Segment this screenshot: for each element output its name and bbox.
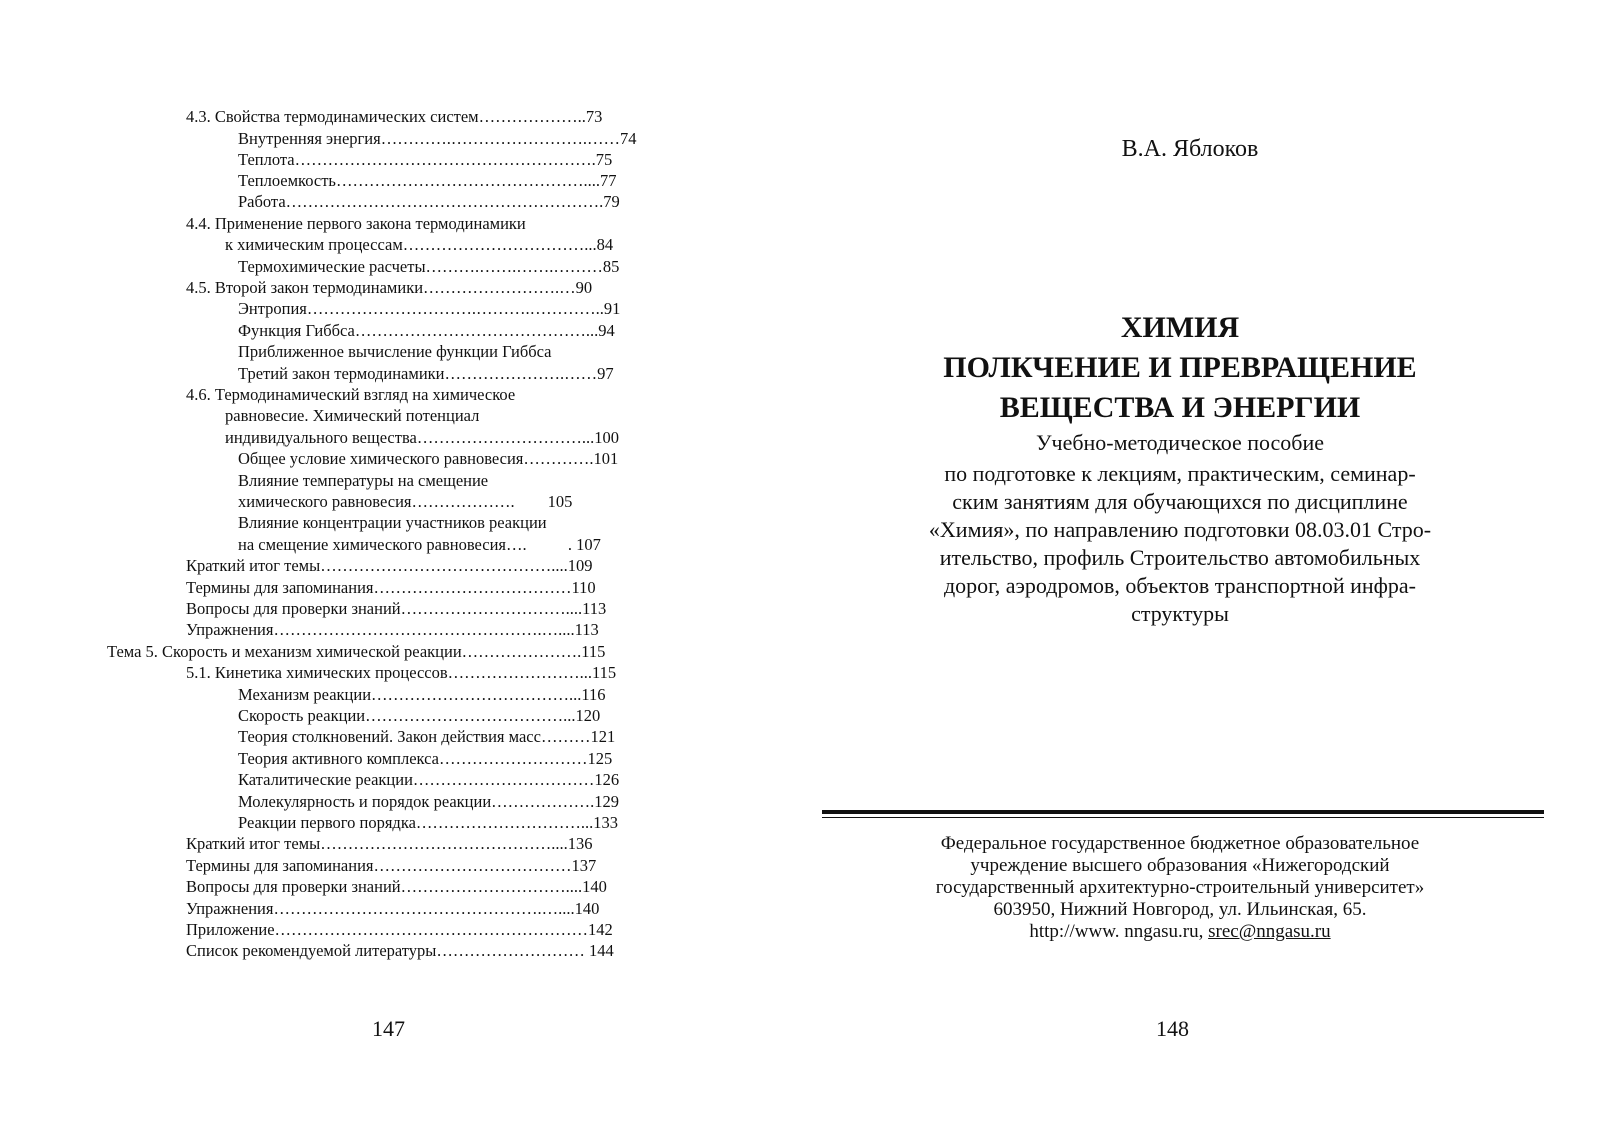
toc-entry: Тема 5. Скорость и механизм химической реакции………………….115 [107,642,606,661]
author-name: В.А. Яблоков [1121,136,1259,162]
toc-entry: Термохимические расчеты……….…….…….………85 [238,257,620,276]
toc-entry: 4.5. Второй закон термодинамики…………………….…90 [186,278,593,297]
toc-entry: Внутренняя энергия………….…………………….……74 [238,129,637,148]
publisher-contacts [895,921,1465,943]
description-line: по подготовке к лекциям, практическим, семинар- [944,461,1416,486]
book-title-line: ПОЛКЧЕНИЕ И ПРЕВРАЩЕНИЕ [943,351,1417,384]
toc-entry: Влияние температуры на смещение [238,471,489,490]
toc-entry: Теплота……………………………………………….75 [238,150,613,169]
toc-entry: химического равновесия………………. 105 [238,492,573,511]
website-link[interactable]: http://www. nngasu.ru, [1029,921,1204,942]
description-line: структуры [1131,601,1229,626]
page-number-right: 148 [1156,1016,1189,1041]
toc-entry: Упражнения………………………………………….…....113 [186,620,599,639]
toc-entry: Молекулярность и порядок реакции……………….129 [238,792,620,811]
book-title-line: ХИМИЯ [1120,311,1240,344]
divider-rule [822,810,1544,814]
toc-entry: на смещение химического равновесия…. . 107 [238,535,601,554]
toc-entry: Вопросы для проверки знаний…………………………....140 [186,877,607,896]
toc-entry: 4.4. Применение первого закона термодинамики [186,214,526,233]
toc-entry: Вопросы для проверки знаний…………………………....113 [186,599,607,618]
toc-entry: 5.1. Кинетика химических процессов……………………...115 [186,663,617,682]
toc-entry: Работа………………………………………………….79 [238,192,620,211]
toc-entry: Энтропия………………………….……….…………..91 [238,299,621,318]
book-description [895,460,1465,628]
toc-entry: Каталитические реакции……………………………126 [238,770,620,789]
description-line: ским занятиям для обучающихся по дисциплине [952,489,1408,514]
toc-entry: Третий закон термодинамики………………….……97 [238,364,614,383]
toc-entry: Краткий итог темы……………………………………....109 [186,556,593,575]
toc-entry: индивидуального вещества…………………………...100 [225,428,619,447]
right-page [800,0,1600,1131]
toc-entry: Функция Гиббса……………………………………...94 [238,321,615,340]
toc-entry: Краткий итог темы……………………………………....136 [186,834,593,853]
toc-entry: к химическим процессам……………………………...84 [225,235,614,254]
publisher-info [895,833,1465,943]
book-title-block [880,308,1480,457]
toc-entry: Теория столкновений. Закон действия масс………121 [238,727,616,746]
toc-entry: Приложение…………………………………………………142 [186,920,613,939]
toc-entry: Теплоемкость………………………………………....77 [238,171,617,190]
toc-entry: 4.3. Свойства термодинамических систем………………..73 [186,107,603,126]
toc-entry: Термины для запоминания………………………………110 [186,578,596,597]
toc-entry: Реакции первого порядка…………………………...133 [238,813,619,832]
toc-entry: 4.6. Термодинамический взгляд на химическое [186,385,516,404]
toc-entry: Влияние концентрации участников реакции [238,513,547,532]
toc-entry: Список рекомендуемой литературы……………………… 144 [186,941,614,960]
toc-entry: Механизм реакции………………………………...116 [238,685,606,704]
publisher-line: государственный архитектурно-строительный университет» [935,877,1425,898]
email-link[interactable]: srec@nngasu.ru [1208,921,1331,942]
publisher-line: Федеральное государственное бюджетное образовательное [940,833,1420,854]
page-number-left: 147 [372,1016,405,1041]
toc-entry: Общее условие химического равновесия………….101 [238,449,619,468]
toc-entry: равновесие. Химический потенциал [225,406,480,425]
description-line: «Химия», по направлению подготовки 08.03.01 Стро- [928,517,1432,542]
book-subtitle: Учебно-методическое пособие [1035,430,1325,455]
toc-entry: Термины для запоминания………………………………137 [186,856,597,875]
divider-rule [822,817,1544,818]
toc-entry: Упражнения………………………………………….…....140 [186,899,600,918]
book-title-line: ВЕЩЕСТВА И ЭНЕРГИИ [999,391,1361,424]
toc-entry: Скорость реакции………………………………...120 [238,706,601,725]
publisher-line: учреждение высшего образования «Нижегородский [970,855,1390,876]
description-line: дорог, аэродромов, объектов транспортной инфра- [943,573,1416,598]
publisher-line: 603950, Нижний Новгород, ул. Ильинская, 65. [993,899,1367,920]
toc-entry: Приближенное вычисление функции Гиббса [238,342,552,361]
description-line: ительство, профиль Строительство автомобильных [939,545,1421,570]
toc-entry: Теория активного комплекса………………………125 [238,749,613,768]
